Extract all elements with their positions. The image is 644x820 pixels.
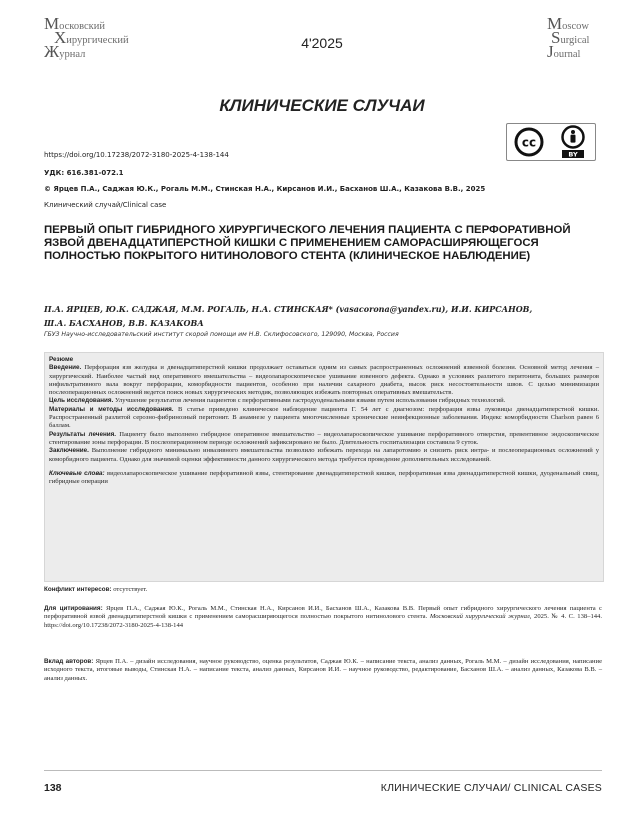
author-contribution [44,658,602,683]
results-label: Результаты лечения. [49,430,117,438]
cc-by-license-badge[interactable] [506,123,596,161]
aim-text: Улучшение результатов лечения пациентов с перфоративными гастродуоденальными язвами путем использования гибридных технологий. [114,397,506,405]
citation-tail: 2025. № 4. С. 138–144. https://doi.org/10.17238/2072-3180-2025-4-138-144 [44,613,602,629]
citation-text: Ярцев П.А., Саджая Ю.К., Рогаль М.М., Стинская Н.А., Кирсанов И.И., Басханов Ш.А., Казакова В.В. Первый опыт гибридного хирургического лечения пациента с перфоративной язвой двенадцатиперстной кишки с применением саморасширяющегося полностью покрытого нитинолового стента. [44,605,602,621]
intro-label: Введение. [49,364,82,372]
abstract-box [44,352,604,582]
cc-icon-text: cc [521,135,537,150]
citation-journal: Московский хирургический журнал, [429,613,532,621]
logo-ru-line-1: Московский [44,14,106,33]
abstract-intro [49,364,599,397]
abstract-conclusion [49,447,599,464]
intro-text: Перфорация язв желудка и двенадцатиперстной кишки продолжает оставаться одним из самых распространенных осложнений язвенной болезни. Основной метод лечения – хирургический. Наиболее частый вид оперативного вмешательства – видеолапароскопическое ушивание язвенного дефекта. Однако в условиях разлитого перитонита, больших размеров инфильтративного вала вокруг перфорации, коморбидности пациентов, особенно при наличии сахарного диабета, высок риск несостоятельности швов. С целью минимизации послеоперационных осложнений ведется поиск новых хирургических методик, позволяющих избежать повторных оперативных вмешательств. [49,364,599,397]
cc-icon [507,124,551,160]
conflict-label: Конфликт интересов: [44,586,112,593]
logo-ru-line-3: Журнал [44,42,86,61]
keywords-text: видеолапароскопическое ушивание перфоративной язвы, стентирование двенадцатиперстной кишки, перфоративная язва двенадцатиперстной кишки, дуоденальный свищ, гибридные операции [49,469,599,486]
by-label: BY [568,150,578,159]
logo-ru-line-2: Хирургический [54,28,129,47]
issue-number: 4'2025 [301,35,343,51]
section-title: КЛИНИЧЕСКИЕ СЛУЧАИ [219,96,425,115]
author-list [44,302,604,330]
conclusion-text: Выполнение гибридного минимально инвазивного вмешательства позволило избежать перехода на лапаротомию и снизить риск интра- и послеоперационных осложнений у коморбидного пациента. Однако для значимой оценки эффективности данного хирургического метода требуется проведение дополнительных исследований. [49,447,599,463]
conclusion-label: Заключение. [49,447,89,455]
logo-en-line-2: Surgical [551,28,590,47]
copyright-line: © Ярцев П.А., Саджая Ю.К., Рогаль М.М., Стинская Н.А., Кирсанов И.И., Басханов Ш.А., Казакова В.В., 2025 [44,185,486,193]
doi-link[interactable]: https://doi.org/10.17238/2072-3180-2025-4-138-144 [44,151,229,159]
abstract-methods [49,406,599,431]
article-type: Клинический случай/Clinical case [44,201,167,209]
methods-label: Материалы и методы исследования. [49,405,174,413]
keywords-label: Ключевые слова: [49,469,105,477]
authors-line-1: П.А. ЯРЦЕВ, Ю.К. САДЖАЯ, М.М. РОГАЛЬ, Н.А. СТИНСКАЯ* (vasacorona@yandex.ru), И.И. КИРСАНОВ, [44,304,533,314]
udk-code: УДК: 616.381-072.1 [44,169,124,177]
journal-logo-en [547,14,607,61]
authors-line-2: Ш.А. БАСХАНОВ, В.В. КАЗАКОВА [44,318,204,328]
methods-text: В статье приведено клиническое наблюдение пациента Г. 54 лет с диагнозом: перфорация язвы луковицы двенадцатиперстной кишки. Распространенный разлитой серозно-фибринозный перитонит. В анамнезе у пациента многочисленные хронические неинфекционные заболевания. Индекс коморбидности Charlson равен 6 баллам. [49,405,599,430]
abstract-text [49,356,599,486]
aim-label: Цель исследования. [49,397,114,405]
contribution-text: Ярцев П.А. – дизайн исследования, научное руководство, оценка результатов, Саджая Ю.К. – написание текста, анализ данных, Рогаль М.М. – дизайн исследования, написание исходного текста, итоговые выводы, Стинская Н.А. – написание текста, анализ данных, Кирсанов И.И. – научное руководство, редактирование, Басханов Ш.А. – анализ данных, Казакова В.В. – анализ данных. [44,658,603,682]
contribution-label: Вклад авторов: [44,658,94,665]
results-text: Пациенту было выполнено гибридное оперативное вмешательство – видеолапароскопическое ушивание перфоративного отверстия, превентивное эндоскопическое стентирование зоны перфорации. В послеоперационном периоде осложнений зафиксировано не было. Длительность госпитализации составила 9 суток. [49,430,599,446]
footer-divider [44,770,602,771]
by-attribution-icon [551,124,595,160]
abstract-heading: Резюме [49,356,74,363]
article-title: ПЕРВЫЙ ОПЫТ ГИБРИДНОГО ХИРУРГИЧЕСКОГО ЛЕЧЕНИЯ ПАЦИЕНТА С ПЕРФОРАТИВНОЙ ЯЗВОЙ ДВЕНАДЦАТИПЕРСТНОЙ КИШКИ С ПРИМЕНЕНИЕМ САМОРАСШИРЯЮЩЕГОСЯ ПОЛНОСТЬЮ ПОКРЫТОГО НИТИНОЛОВОГО СТЕНТА (КЛИНИЧЕСКОЕ НАБЛЮДЕНИЕ) [44,224,571,263]
logo-en-line-1: Moscow [547,14,589,33]
abstract-results [49,431,599,448]
citation-label: Для цитирования: [44,605,103,612]
abstract-keywords [49,470,599,487]
page-number: 138 [44,782,62,794]
running-title: КЛИНИЧЕСКИЕ СЛУЧАИ/ CLINICAL CASES [380,782,602,794]
logo-en-line-3: Journal [547,42,581,61]
abstract-aim [49,397,599,405]
conflict-text: отсутствует. [113,586,148,593]
affiliation: ГБУЗ Научно-исследовательский институт скорой помощи им Н.В. Склифосовского, 129090, Москва, Россия [44,331,399,338]
conflict-of-interest [44,586,602,594]
citation [44,605,602,630]
